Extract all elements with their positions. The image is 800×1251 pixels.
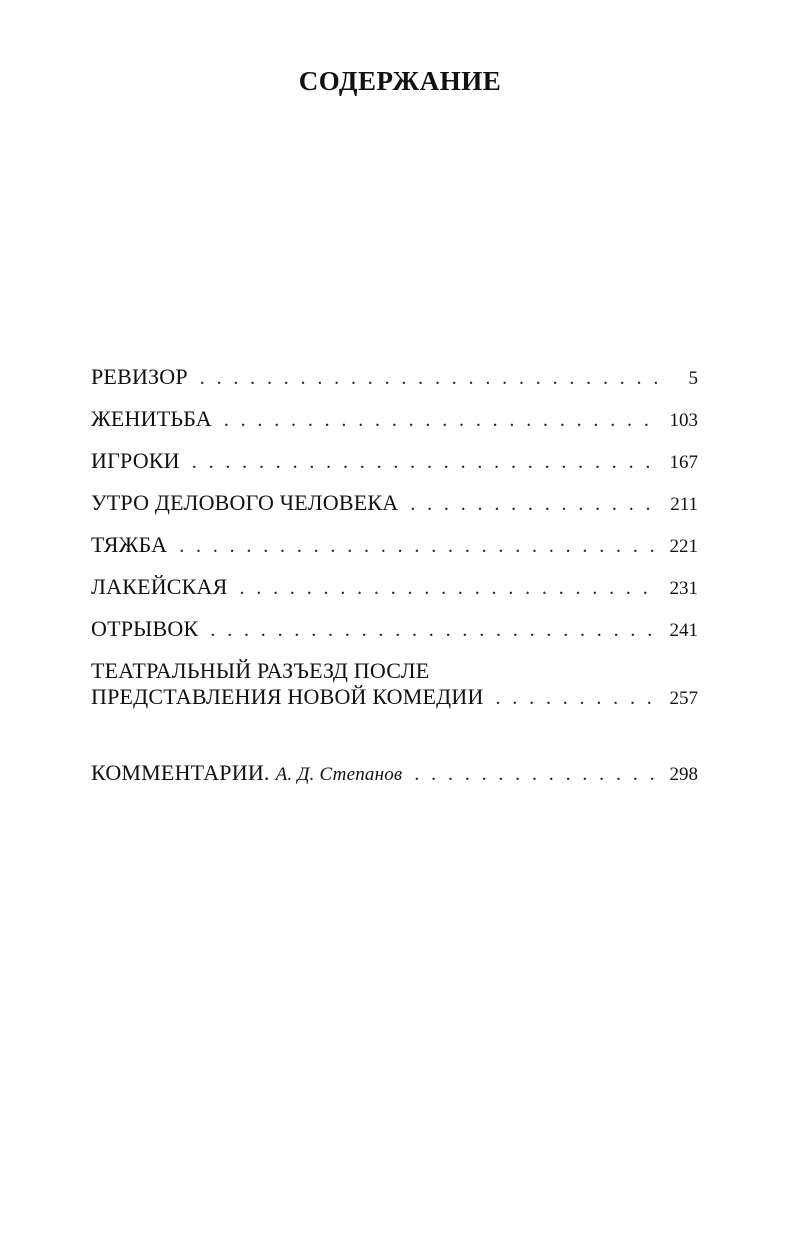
dot-leader	[224, 407, 658, 433]
dot-leader	[192, 449, 658, 475]
toc-entry-revizor[interactable]	[91, 364, 698, 392]
toc-entry-page: 231	[669, 578, 698, 599]
toc-entry-teatralny-razezd[interactable]	[91, 658, 698, 712]
toc-entry-utro[interactable]	[91, 490, 698, 518]
toc-entry-title: ЛАКЕЙСКАЯ	[91, 574, 228, 599]
dot-leader	[200, 365, 658, 391]
toc-entry-lakeyskaya[interactable]	[91, 574, 698, 602]
toc-entry-page: 298	[669, 764, 698, 785]
toc-entry-title: ИГРОКИ	[91, 448, 180, 473]
commentary-label: КОММЕНТАРИИ.	[91, 760, 270, 785]
section-spacer	[91, 726, 698, 760]
dot-leader	[414, 761, 658, 787]
toc-entry-page: 167	[669, 452, 698, 473]
toc-entry-commentary[interactable]	[91, 760, 698, 788]
toc-entry-title-line1: ТЕАТРАЛЬНЫЙ РАЗЪЕЗД ПОСЛЕ	[91, 658, 430, 683]
dot-leader	[179, 533, 658, 559]
toc-entry-zhenitba[interactable]	[91, 406, 698, 434]
commentary-author: А. Д. Степанов	[275, 764, 403, 785]
toc-entry-page: 103	[669, 410, 698, 431]
toc-entry-title: УТРО ДЕЛОВОГО ЧЕЛОВЕКА	[91, 490, 399, 515]
toc-entry-title: РЕВИЗОР	[91, 364, 188, 389]
toc-entry-title	[91, 760, 402, 788]
toc-entry-igroki[interactable]	[91, 448, 698, 476]
toc-entry-title: ОТРЫВОК	[91, 616, 199, 641]
toc-entry-title: ЖЕНИТЬБА	[91, 406, 212, 431]
page-title: СОДЕРЖАНИЕ	[298, 66, 502, 96]
dot-leader	[210, 617, 658, 643]
toc-entry-page: 221	[669, 536, 698, 557]
toc-entry-page: 241	[669, 620, 698, 641]
toc-entry-page: 211	[670, 494, 698, 515]
toc-entry-page: 257	[669, 688, 698, 709]
dot-leader	[496, 685, 658, 711]
toc-entry-title-line2: ПРЕДСТАВЛЕНИЯ НОВОЙ КОМЕДИИ	[91, 684, 484, 709]
table-of-contents	[91, 364, 698, 802]
dot-leader	[240, 575, 658, 601]
toc-entry-title: ТЯЖБА	[91, 532, 168, 557]
toc-entry-page: 5	[688, 368, 698, 389]
toc-entry-tyazhba[interactable]	[91, 532, 698, 560]
dot-leader	[410, 491, 658, 517]
toc-entry-otryvok[interactable]	[91, 616, 698, 644]
